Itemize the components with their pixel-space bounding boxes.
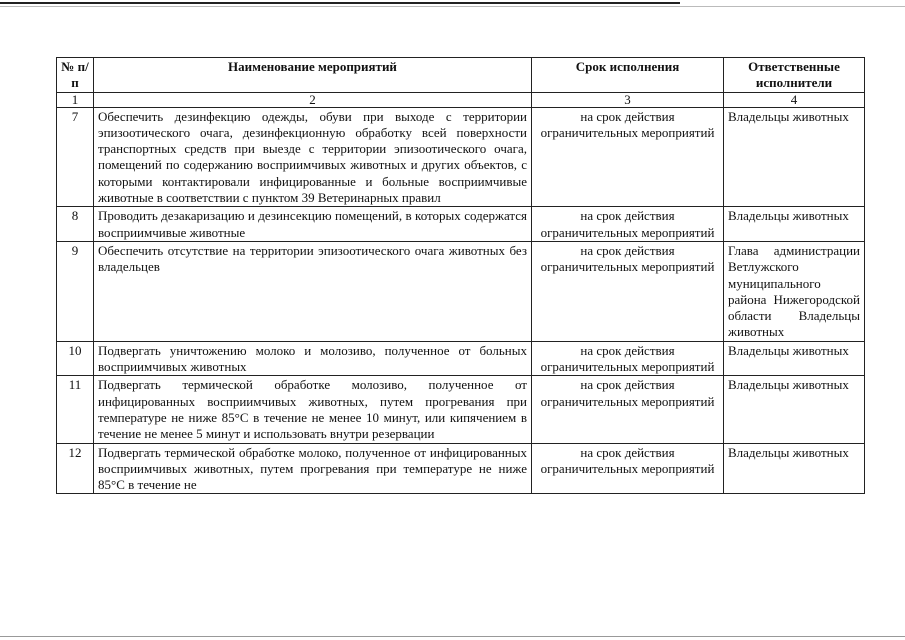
page-bottom-border — [0, 636, 905, 637]
row-measure: Обеспечить отсутствие на территории эпизоотического очага животных без владельцев — [94, 241, 532, 341]
table-row — [57, 107, 865, 207]
row-num: 8 — [57, 207, 94, 242]
row-term: на срок действия ограничительных мероприятий — [532, 241, 724, 341]
header-resp: Ответственные исполнители — [724, 58, 865, 93]
row-num: 9 — [57, 241, 94, 341]
table-row — [57, 443, 865, 494]
row-term: на срок действия ограничительных мероприятий — [532, 443, 724, 494]
row-responsible: Глава администрации Ветлужского муниципального района Нижегородской области Владельцы животных — [724, 241, 865, 341]
row-num: 11 — [57, 376, 94, 443]
row-responsible: Владельцы животных — [724, 207, 865, 242]
row-term: на срок действия ограничительных мероприятий — [532, 341, 724, 376]
row-responsible: Владельцы животных — [724, 376, 865, 443]
row-responsible: Владельцы животных — [724, 107, 865, 207]
measures-table — [56, 57, 865, 494]
row-num: 10 — [57, 341, 94, 376]
row-responsible: Владельцы животных — [724, 443, 865, 494]
col-number: 1 — [57, 92, 94, 107]
col-number: 3 — [532, 92, 724, 107]
table-header-row — [57, 58, 865, 93]
column-number-row — [57, 92, 865, 107]
table-row — [57, 241, 865, 341]
page-top-thin-border — [0, 6, 905, 7]
table-row — [57, 341, 865, 376]
row-responsible: Владельцы животных — [724, 341, 865, 376]
row-term: на срок действия ограничительных мероприятий — [532, 376, 724, 443]
row-term: на срок действия ограничительных мероприятий — [532, 107, 724, 207]
row-term: на срок действия ограничительных мероприятий — [532, 207, 724, 242]
header-name: Наименование мероприятий — [94, 58, 532, 93]
row-measure: Проводить дезакаризацию и дезинсекцию помещений, в которых содержатся восприимчивые животные — [94, 207, 532, 242]
header-term: Срок исполнения — [532, 58, 724, 93]
table-row — [57, 376, 865, 443]
row-num: 7 — [57, 107, 94, 207]
row-num: 12 — [57, 443, 94, 494]
row-measure: Подвергать термической обработке молоко, полученное от инфицированных восприимчивых животных, путем прогревания при температуре не ниже 85°С в течение не — [94, 443, 532, 494]
page-top-border — [0, 2, 680, 4]
row-measure: Обеспечить дезинфекцию одежды, обуви при выходе с территории эпизоотического очага, дезинфекционную обработку всей поверхности транспортных средств при выезде с территории эпизоотического очага, помещений по содержанию восприимчивых животных и других объектов, с которыми контактировали инфицированные и больные восприимчивые животные в соответствии с пунктом 39 Ветеринарных правил — [94, 107, 532, 207]
row-measure: Подвергать уничтожению молоко и молозиво, полученное от больных восприимчивых животных — [94, 341, 532, 376]
col-number: 2 — [94, 92, 532, 107]
col-number: 4 — [724, 92, 865, 107]
header-num: № п/п — [57, 58, 94, 93]
table-row — [57, 207, 865, 242]
row-measure: Подвергать термической обработке молозиво, полученное от инфицированных восприимчивых животных, путем прогревания при температуре не ниже 85°С в течение не менее 10 минут, или кипячением в течение не менее 5 минут и использовать внутри резервации — [94, 376, 532, 443]
